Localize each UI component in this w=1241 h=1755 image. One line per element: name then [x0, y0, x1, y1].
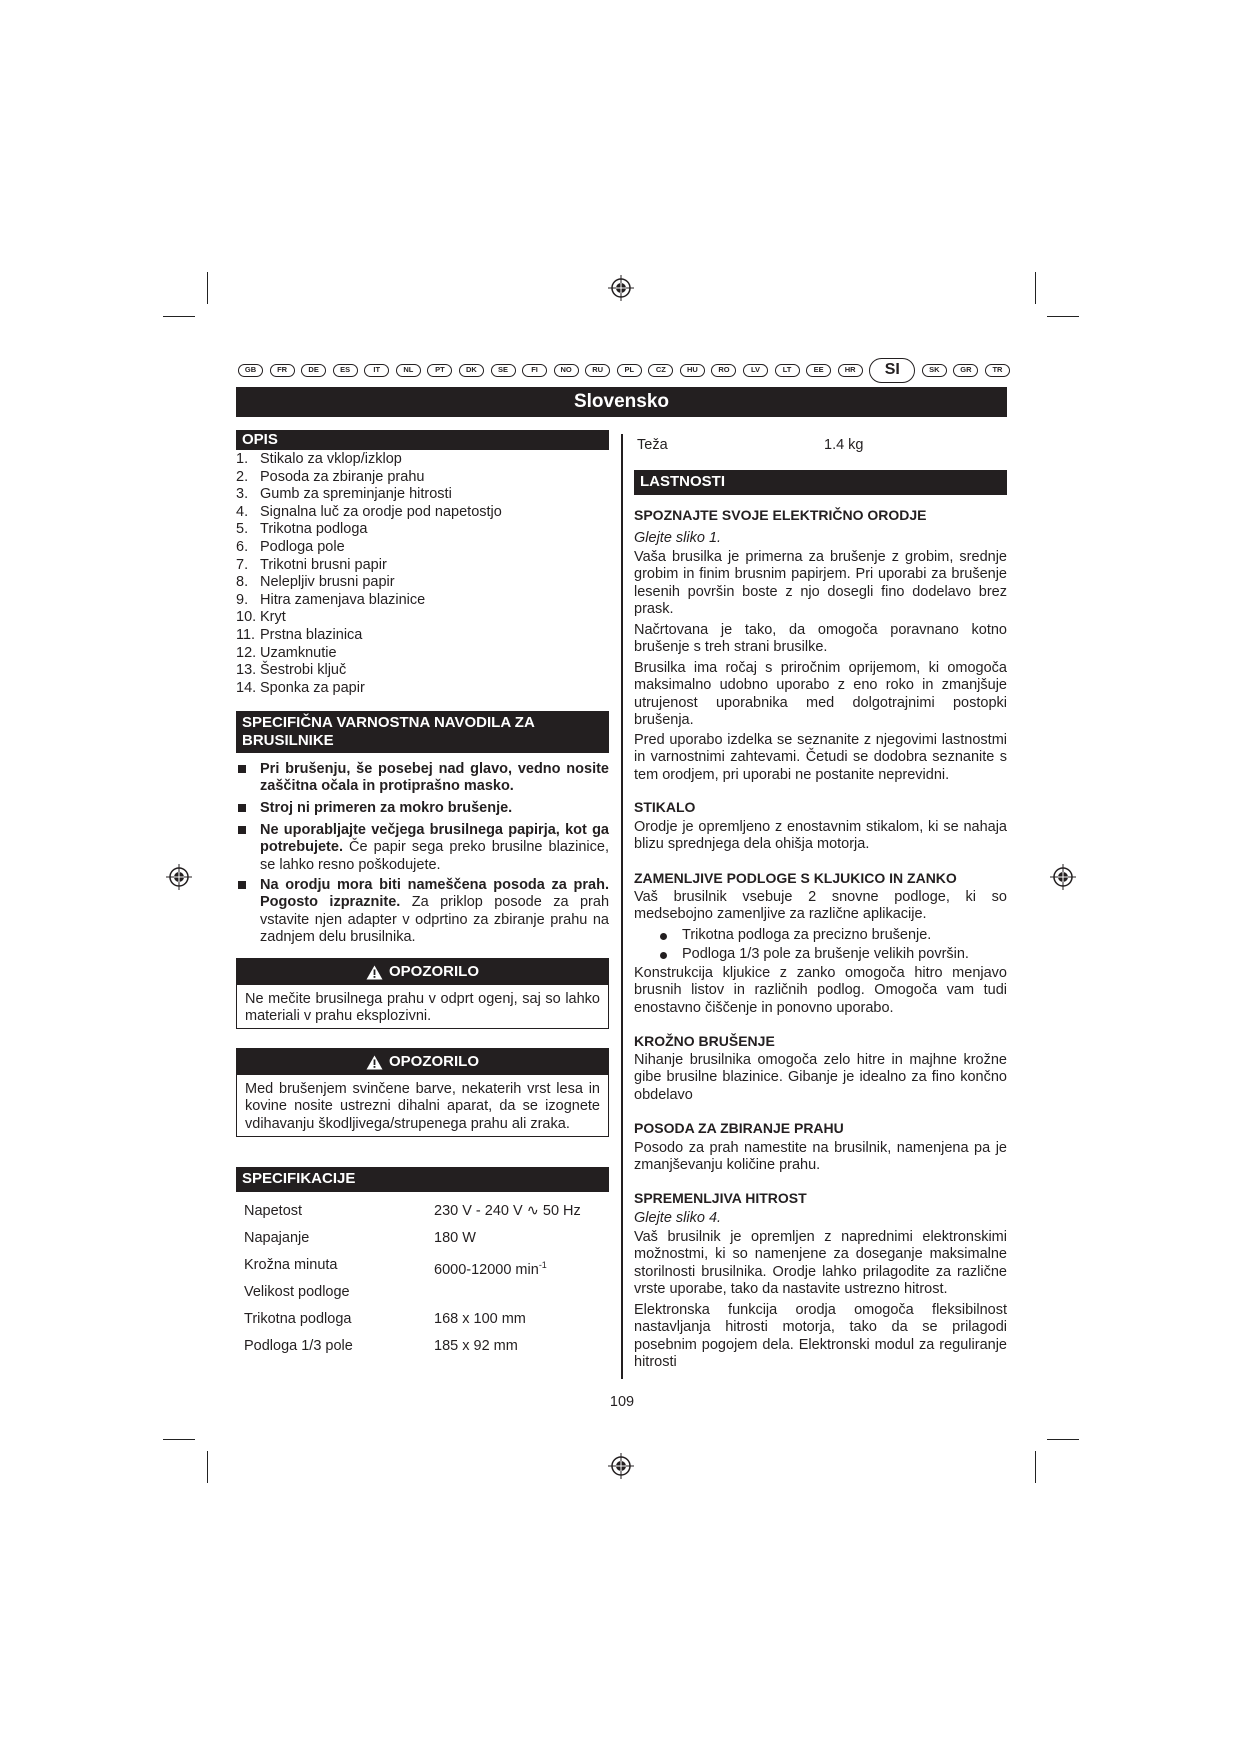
- page-number: 109: [609, 1394, 635, 1410]
- safety-bullet: [236, 761, 609, 796]
- language-badge-gb: GB: [238, 364, 263, 377]
- bullet-square-icon: [238, 881, 246, 889]
- list-item: [236, 574, 609, 592]
- bullet-dot-icon: [660, 952, 667, 959]
- spec-key: Napetost: [244, 1203, 303, 1219]
- warning-header: [237, 1049, 608, 1075]
- language-bar: [238, 357, 1010, 383]
- crop-mark: [163, 316, 195, 317]
- list-item-text: Kryt: [260, 609, 286, 626]
- safety-bullet: [236, 877, 609, 947]
- warning-box: [236, 1048, 609, 1137]
- crop-mark: [1035, 1451, 1036, 1483]
- bullet-square-icon: [238, 765, 246, 773]
- list-item-number: 4.: [236, 503, 249, 520]
- bullet-text: Pri brušenju, še posebej nad glavo, vedno nosite zaščitna očala in protiprašno masko.: [260, 761, 609, 795]
- registration-mark-icon: [166, 864, 192, 890]
- subheading: SPREMENLJIVA HITROST: [634, 1190, 807, 1206]
- spec-row: [244, 1230, 604, 1250]
- warning-text: Med brušenjem svinčene barve, nekaterih vrst lesa in kovine nosite ustrezni dihalni aparat, da se izognete vdihavanju škodljivega/strupenega prahu ali zraka.: [245, 1081, 600, 1132]
- list-item: [236, 627, 609, 645]
- language-badge-ro: RO: [711, 364, 736, 377]
- spec-row-weight: [637, 437, 997, 457]
- spec-row: [244, 1284, 604, 1304]
- registration-mark-icon: [608, 1453, 634, 1479]
- column-divider: [621, 434, 623, 1379]
- subheading: KROŽNO BRUŠENJE: [634, 1033, 775, 1049]
- warning-header: [237, 959, 608, 985]
- language-badge-hr: HR: [838, 364, 863, 377]
- parts-list: [236, 451, 609, 697]
- list-item: [236, 504, 609, 522]
- list-item-number: 14.: [236, 679, 257, 696]
- paragraph: Nihanje brusilnika omogoča zelo hitre in majhne krožne gibe brusilne blazinice. Gibanje je idealno za fino končno obdelavo: [634, 1052, 1007, 1103]
- list-item-text: Trikotna podloga za precizno brušenje.: [682, 927, 932, 943]
- list-item-text: Hitra zamenjava blazinice: [260, 591, 426, 608]
- language-badge-se: SE: [491, 364, 516, 377]
- language-badge-dk: DK: [459, 364, 484, 377]
- list-item-number: 11.: [236, 626, 256, 643]
- warning-triangle-icon: [366, 1055, 383, 1070]
- bullet-square-icon: [238, 826, 246, 834]
- registration-mark-icon: [1050, 864, 1076, 890]
- spec-value: 180 W: [434, 1230, 476, 1246]
- warning-label: OPOZORILO: [389, 1053, 479, 1071]
- list-item: [236, 539, 609, 557]
- warning-box: [236, 958, 609, 1029]
- paragraph: Vaš brusilnik vsebuje 2 snovne podloge, ki so medsebojno zamenljive za različne aplikacije.: [634, 889, 1007, 923]
- language-badge-ee: EE: [806, 364, 831, 377]
- paragraph: Konstrukcija kljukice z zanko omogoča hitro menjavo brusnih listov in različnih podlog. Omogoča vam tudi enostavno čiščenje in ponovno uporabo.: [634, 965, 1007, 1016]
- subheading: ZAMENLJIVE PODLOGE S KLJUKICO IN ZANKO: [634, 870, 957, 886]
- crop-mark: [163, 1439, 195, 1440]
- spec-key: Teža: [637, 437, 668, 453]
- list-item-number: 7.: [236, 556, 249, 573]
- list-item: [236, 451, 609, 469]
- spec-key: Trikotna podloga: [244, 1311, 352, 1327]
- spec-row: [244, 1311, 604, 1331]
- spec-value: 1.4 kg: [824, 437, 864, 453]
- list-item-text: Uzamknutie: [260, 644, 337, 661]
- warning-label: OPOZORILO: [389, 963, 479, 981]
- spec-key: Podloga 1/3 pole: [244, 1338, 353, 1354]
- spec-row: [244, 1257, 604, 1277]
- list-item-text: Gumb za spreminjanje hitrosti: [260, 486, 452, 503]
- list-item: [236, 662, 609, 680]
- crop-mark: [207, 1451, 208, 1483]
- language-badge-gr: GR: [953, 364, 978, 377]
- list-item-text: Nelepljiv brusni papir: [260, 574, 395, 591]
- paragraph: Brusilka ima ročaj s priročnim oprijemom, ki omogoča maksimalno udobno uporabo z eno roko in zmanjšuje utrujenost uporabnika med dolgotrajnimi postopki brušenja.: [634, 660, 1007, 729]
- language-badge-fr: FR: [270, 364, 295, 377]
- crop-mark: [1047, 316, 1079, 317]
- list-item: [236, 521, 609, 539]
- list-item: [236, 609, 609, 627]
- language-badge-fi: FI: [522, 364, 547, 377]
- paragraph: Vaš brusilnik je opremljen z naprednimi elektronskimi možnostmi, ki so namenjene za doseganje maksimalne storilnosti brusilnika. Orodje lahko prilagodite za različne vrste uporabe, tako da nastavite ustrezno hitrost.: [634, 1229, 1007, 1298]
- list-item-number: 8.: [236, 574, 249, 591]
- list-item: [236, 680, 609, 698]
- safety-bullet: [236, 822, 609, 874]
- list-item-number: 13.: [236, 662, 257, 679]
- list-item-number: 5.: [236, 521, 249, 538]
- spec-value: 6000-12000 $\min^{-1}$: [434, 1260, 547, 1278]
- section-heading-spec: SPECIFIKACIJE: [236, 1167, 609, 1192]
- subheading: STIKALO: [634, 799, 696, 815]
- list-item-number: 6.: [236, 538, 249, 555]
- list-item: [660, 927, 931, 944]
- list-item-text: Prstna blazinica: [260, 626, 363, 643]
- language-badge-pt: PT: [427, 364, 452, 377]
- paragraph: Pred uporabo izdelka se seznanite z njegovimi lastnostmi in varnostnimi zahtevami. Četudi se dodobra seznanite s tem orodjem, pri uporabi ne postanite neprevidni.: [634, 732, 1007, 783]
- bullet-text: Če papir sega preko brusilne blazinice, se lahko resno poškodujete.: [260, 839, 609, 873]
- list-item-number: 9.: [236, 591, 249, 608]
- figure-reference: Glejte sliko 4.: [634, 1210, 722, 1226]
- crop-mark: [1035, 272, 1036, 304]
- bullet-text: Za priklop posode za prah vstavite njen adapter v odprtino za zbiranje prahu na zadnjem delu brusilnika.: [260, 894, 610, 946]
- paragraph: Načrtovana je tako, da omogoča poravnano kotno brušenje s treh strani brusilke.: [634, 622, 1007, 656]
- language-badge-cz: CZ: [648, 364, 673, 377]
- language-badge-no: NO: [554, 364, 579, 377]
- bullet-square-icon: [238, 804, 246, 812]
- list-item: [236, 486, 609, 504]
- list-item: [660, 946, 969, 963]
- paragraph: Orodje je opremljeno z enostavnim stikalom, ki se nahaja blizu sprednjega dela ohišja motorja.: [634, 819, 1007, 853]
- spec-value-superscript: -1: [538, 1260, 547, 1270]
- list-item-text: Trikotna podloga: [260, 521, 368, 538]
- bullet-dot-icon: [660, 933, 667, 940]
- warning-text: Ne mečite brusilnega prahu v odprt ogenj, saj so lahko materiali v prahu eksplozivni.: [245, 991, 600, 1025]
- subheading: SPOZNAJTE SVOJE ELEKTRIČNO ORODJE: [634, 507, 927, 523]
- safety-bullet: [236, 800, 609, 817]
- language-badge-nl: NL: [396, 364, 421, 377]
- language-badge-it: IT: [364, 364, 389, 377]
- list-item-text: Signalna luč za orodje pod napetostjo: [260, 503, 502, 520]
- list-item-text: Sponka za papir: [260, 679, 365, 696]
- spec-row: [244, 1338, 604, 1358]
- figure-reference: Glejte sliko 1.: [634, 530, 722, 546]
- list-item-text: Podloga pole: [260, 538, 345, 555]
- language-badge-si: SI: [869, 358, 915, 383]
- paragraph: Posodo za prah namestite na brusilnik, namenjena pa je zmanjševanju količine prahu.: [634, 1140, 1007, 1174]
- spec-value: 168 x 100 mm: [434, 1311, 526, 1327]
- language-badge-pl: PL: [617, 364, 642, 377]
- list-item-text: Šestrobi ključ: [260, 662, 347, 679]
- language-badge-lv: LV: [743, 364, 768, 377]
- list-item-number: 12.: [236, 644, 257, 661]
- spec-key: Krožna minuta: [244, 1257, 338, 1273]
- section-heading-opis: OPIS: [236, 430, 609, 450]
- list-item-number: 1.: [236, 451, 249, 467]
- list-item: [236, 592, 609, 610]
- subheading: POSODA ZA ZBIRANJE PRAHU: [634, 1120, 844, 1136]
- page-title: Slovensko: [236, 387, 1007, 417]
- spec-key: Velikost podloge: [244, 1284, 350, 1300]
- spec-row: [244, 1203, 604, 1223]
- list-item-number: 2.: [236, 468, 249, 485]
- language-badge-ru: RU: [585, 364, 610, 377]
- spec-value: 230 V - 240 V ∿ 50 Hz: [434, 1203, 581, 1219]
- list-item: [236, 469, 609, 487]
- list-item-text: Posoda za zbiranje prahu: [260, 468, 425, 485]
- bullet-text-bold: Na orodju mora biti nameščena posoda za prah. Pogosto izpraznite.: [260, 877, 609, 911]
- list-item: [236, 645, 609, 663]
- spec-key: Napajanje: [244, 1230, 310, 1246]
- warning-triangle-icon: [366, 965, 383, 980]
- crop-mark: [207, 272, 208, 304]
- section-heading-safety: SPECIFIČNA VARNOSTNA NAVODILA ZA BRUSILNIKE: [236, 711, 609, 753]
- registration-mark-icon: [608, 275, 634, 301]
- language-badge-sk: SK: [922, 364, 947, 377]
- language-badge-hu: HU: [680, 364, 705, 377]
- bullet-text: Stroj ni primeren za mokro brušenje.: [260, 800, 513, 816]
- language-badge-lt: LT: [775, 364, 800, 377]
- language-badge-es: ES: [333, 364, 358, 377]
- spec-value: 185 x 92 mm: [434, 1338, 518, 1354]
- bullet-text-bold: Ne uporabljajte večjega brusilnega papirja, kot ga potrebujete.: [260, 822, 609, 856]
- paragraph: Vaša brusilka je primerna za brušenje z grobim, srednje grobim in finim brusnim papirjem. Pri uporabi za brušenje lesenih površin boste z njo dosegli fino dodelavo brez prask.: [634, 549, 1007, 618]
- crop-mark: [1047, 1439, 1079, 1440]
- list-item-text: Trikotni brusni papir: [260, 556, 387, 573]
- language-badge-de: DE: [301, 364, 326, 377]
- list-item-number: 3.: [236, 486, 249, 503]
- paragraph: Elektronska funkcija orodja omogoča fleksibilnost nastavljanja hitrosti motorja, tako da se prilagodi posebnim pogojem dela. Elektronski modul za reguliranje hitrosti: [634, 1302, 1007, 1371]
- section-heading-lastnosti: LASTNOSTI: [634, 470, 1007, 495]
- list-item-text: Podloga 1/3 pole za brušenje velikih površin.: [682, 946, 969, 962]
- language-badge-tr: TR: [985, 364, 1010, 377]
- list-item: [236, 557, 609, 575]
- list-item-text: Stikalo za vklop/izklop: [260, 451, 402, 467]
- list-item-number: 10.: [236, 609, 257, 626]
